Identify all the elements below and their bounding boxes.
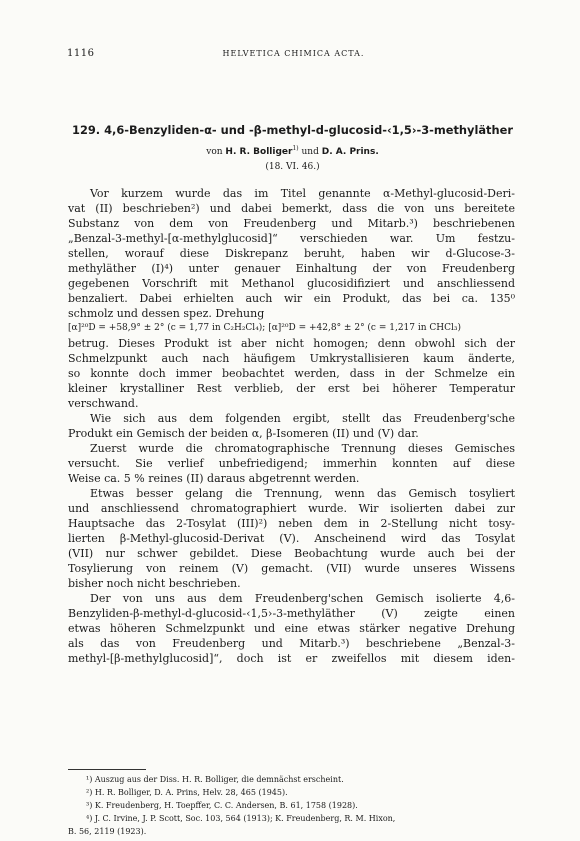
body-line: stellen, worauf diese Diskrepanz beruht, haben wir d-Glucose-3-: [68, 247, 515, 260]
footnote-3: ³) K. Freudenberg, H. Toepffer, C. C. Andersen, B. 61, 1758 (1928).: [86, 801, 358, 810]
body-line: (VII) nur schwer gebildet. Diese Beobachtung wurde auch bei der: [68, 547, 515, 560]
journal-name: HELVETICA CHIMICA ACTA.: [222, 49, 365, 58]
body-line: Benzyliden-β-methyl-d-glucosid-‹1,5›-3-methyläther (V) zeigte einen: [68, 607, 515, 620]
body-line: als das von Freudenberg und Mitarb.³) beschriebene „Benzal-3-: [68, 637, 515, 650]
body-line: Weise ca. 5 % reines (II) daraus abgetrennt werden.: [68, 472, 360, 485]
body-line: verschwand.: [68, 397, 139, 410]
body-line: versucht. Sie verlief unbefriedigend; immerhin konnten auf diese: [68, 457, 515, 470]
body-line: Etwas besser gelang die Trennung, wenn das Gemisch tosyliert: [90, 487, 515, 500]
body-line: methyläther (I)⁴) unter genauer Einhaltung der von Freudenberg: [68, 262, 515, 275]
article-title: 129. 4,6-Benzyliden-α- und -β-methyl-d-glucosid-‹1,5›-3-methyläther: [72, 123, 513, 137]
body-line: Hauptsache das 2-Tosylat (III)²) neben dem in 2-Stellung nicht tosy-: [68, 517, 515, 530]
body-line: schmolz und dessen spez. Drehung: [68, 307, 265, 320]
body-line: Zuerst wurde die chromatographische Trennung dieses Gemisches: [90, 442, 515, 455]
body-line: und anschliessend chromatographiert wurde. Wir isolierten dabei zur: [68, 502, 515, 515]
body-line: Wie sich aus dem folgenden ergibt, stellt das Freudenberg'sche: [90, 412, 515, 425]
received-date: (18. VI. 46.): [265, 162, 320, 172]
body-line: etwas höheren Schmelzpunkt und eine etwas stärker negative Drehung: [68, 622, 515, 635]
body-line: lierten β-Methyl-glucosid-Derivat (V). Anscheinend wird das Tosylat: [68, 532, 515, 545]
footnote-2: ²) H. R. Bolliger, D. A. Prins, Helv. 28, 465 (1945).: [86, 788, 288, 797]
body-text: [68, 186, 515, 666]
page-header: [67, 48, 520, 62]
body-line: Schmelzpunkt auch nach häufigem Umkrystallisieren kaum änderte,: [68, 352, 515, 365]
footnote-1: ¹) Auszug aus der Diss. H. R. Bolliger, die demnächst erscheint.: [86, 775, 344, 784]
author-1-footnote-mark: 1): [292, 145, 299, 152]
body-line: so konnte doch immer beobachtet werden, dass in der Schmelze ein: [68, 367, 515, 380]
body-line: benzaliert. Dabei erhielten auch wir ein Produkt, das bei ca. 135⁰: [68, 292, 515, 305]
article-authors: [60, 145, 525, 157]
page-number: 1116: [67, 48, 95, 59]
footnote-4-continued: B. 56, 2119 (1923).: [68, 827, 147, 836]
rotation-formula: [α]²⁰D = +58,9° ± 2° (c = 1,77 in C₂H₂Cl₄); [α]²⁰D = +42,8° ± 2° (c = 1,217 in CHCl₃): [68, 323, 462, 333]
footnotes: [68, 773, 518, 838]
authors-conjunction: und: [301, 147, 319, 157]
body-line: methyl-[β-methylglucosid]“, doch ist er zweifellos mit diesem iden-: [68, 652, 515, 665]
body-line: kleiner krystalliner Rest verblieb, der erst bei höherer Temperatur: [68, 382, 515, 395]
author-1: H. R. Bolliger: [225, 147, 293, 157]
body-line: „Benzal-3-methyl-[α-methylglucosid]“ verschieden war. Um festzu-: [68, 232, 515, 245]
body-line: Produkt ein Gemisch der beiden α, β-Isomeren (II) und (V) dar.: [68, 427, 419, 440]
footnote-divider: [68, 769, 146, 770]
body-line: Tosylierung von reinem (V) gemacht. (VII) wurde unseres Wissens: [68, 562, 515, 575]
body-line: vat (II) beschrieben²) und dabei bemerkt, dass die von uns bereitete: [68, 202, 515, 215]
body-line: Substanz von dem von Freudenberg und Mitarb.³) beschriebenen: [68, 217, 515, 230]
body-line: Vor kurzem wurde das im Titel genannte α-Methyl-glucosid-Deri-: [90, 187, 515, 200]
author-2: D. A. Prins.: [321, 147, 379, 157]
body-line: gegebenen Vorschrift mit Methanol glucosidifiziert und anschliessend: [68, 277, 515, 290]
body-line: betrug. Dieses Produkt ist aber nicht homogen; denn obwohl sich der: [68, 337, 515, 350]
body-line: Der von uns aus dem Freudenberg'schen Gemisch isolierte 4,6-: [90, 592, 515, 605]
body-line: bisher noch nicht beschrieben.: [68, 577, 241, 590]
authors-prefix: von: [206, 147, 223, 157]
footnote-4: ⁴) J. C. Irvine, J. P. Scott, Soc. 103, 564 (1913); K. Freudenberg, R. M. Hixon,: [86, 814, 396, 823]
